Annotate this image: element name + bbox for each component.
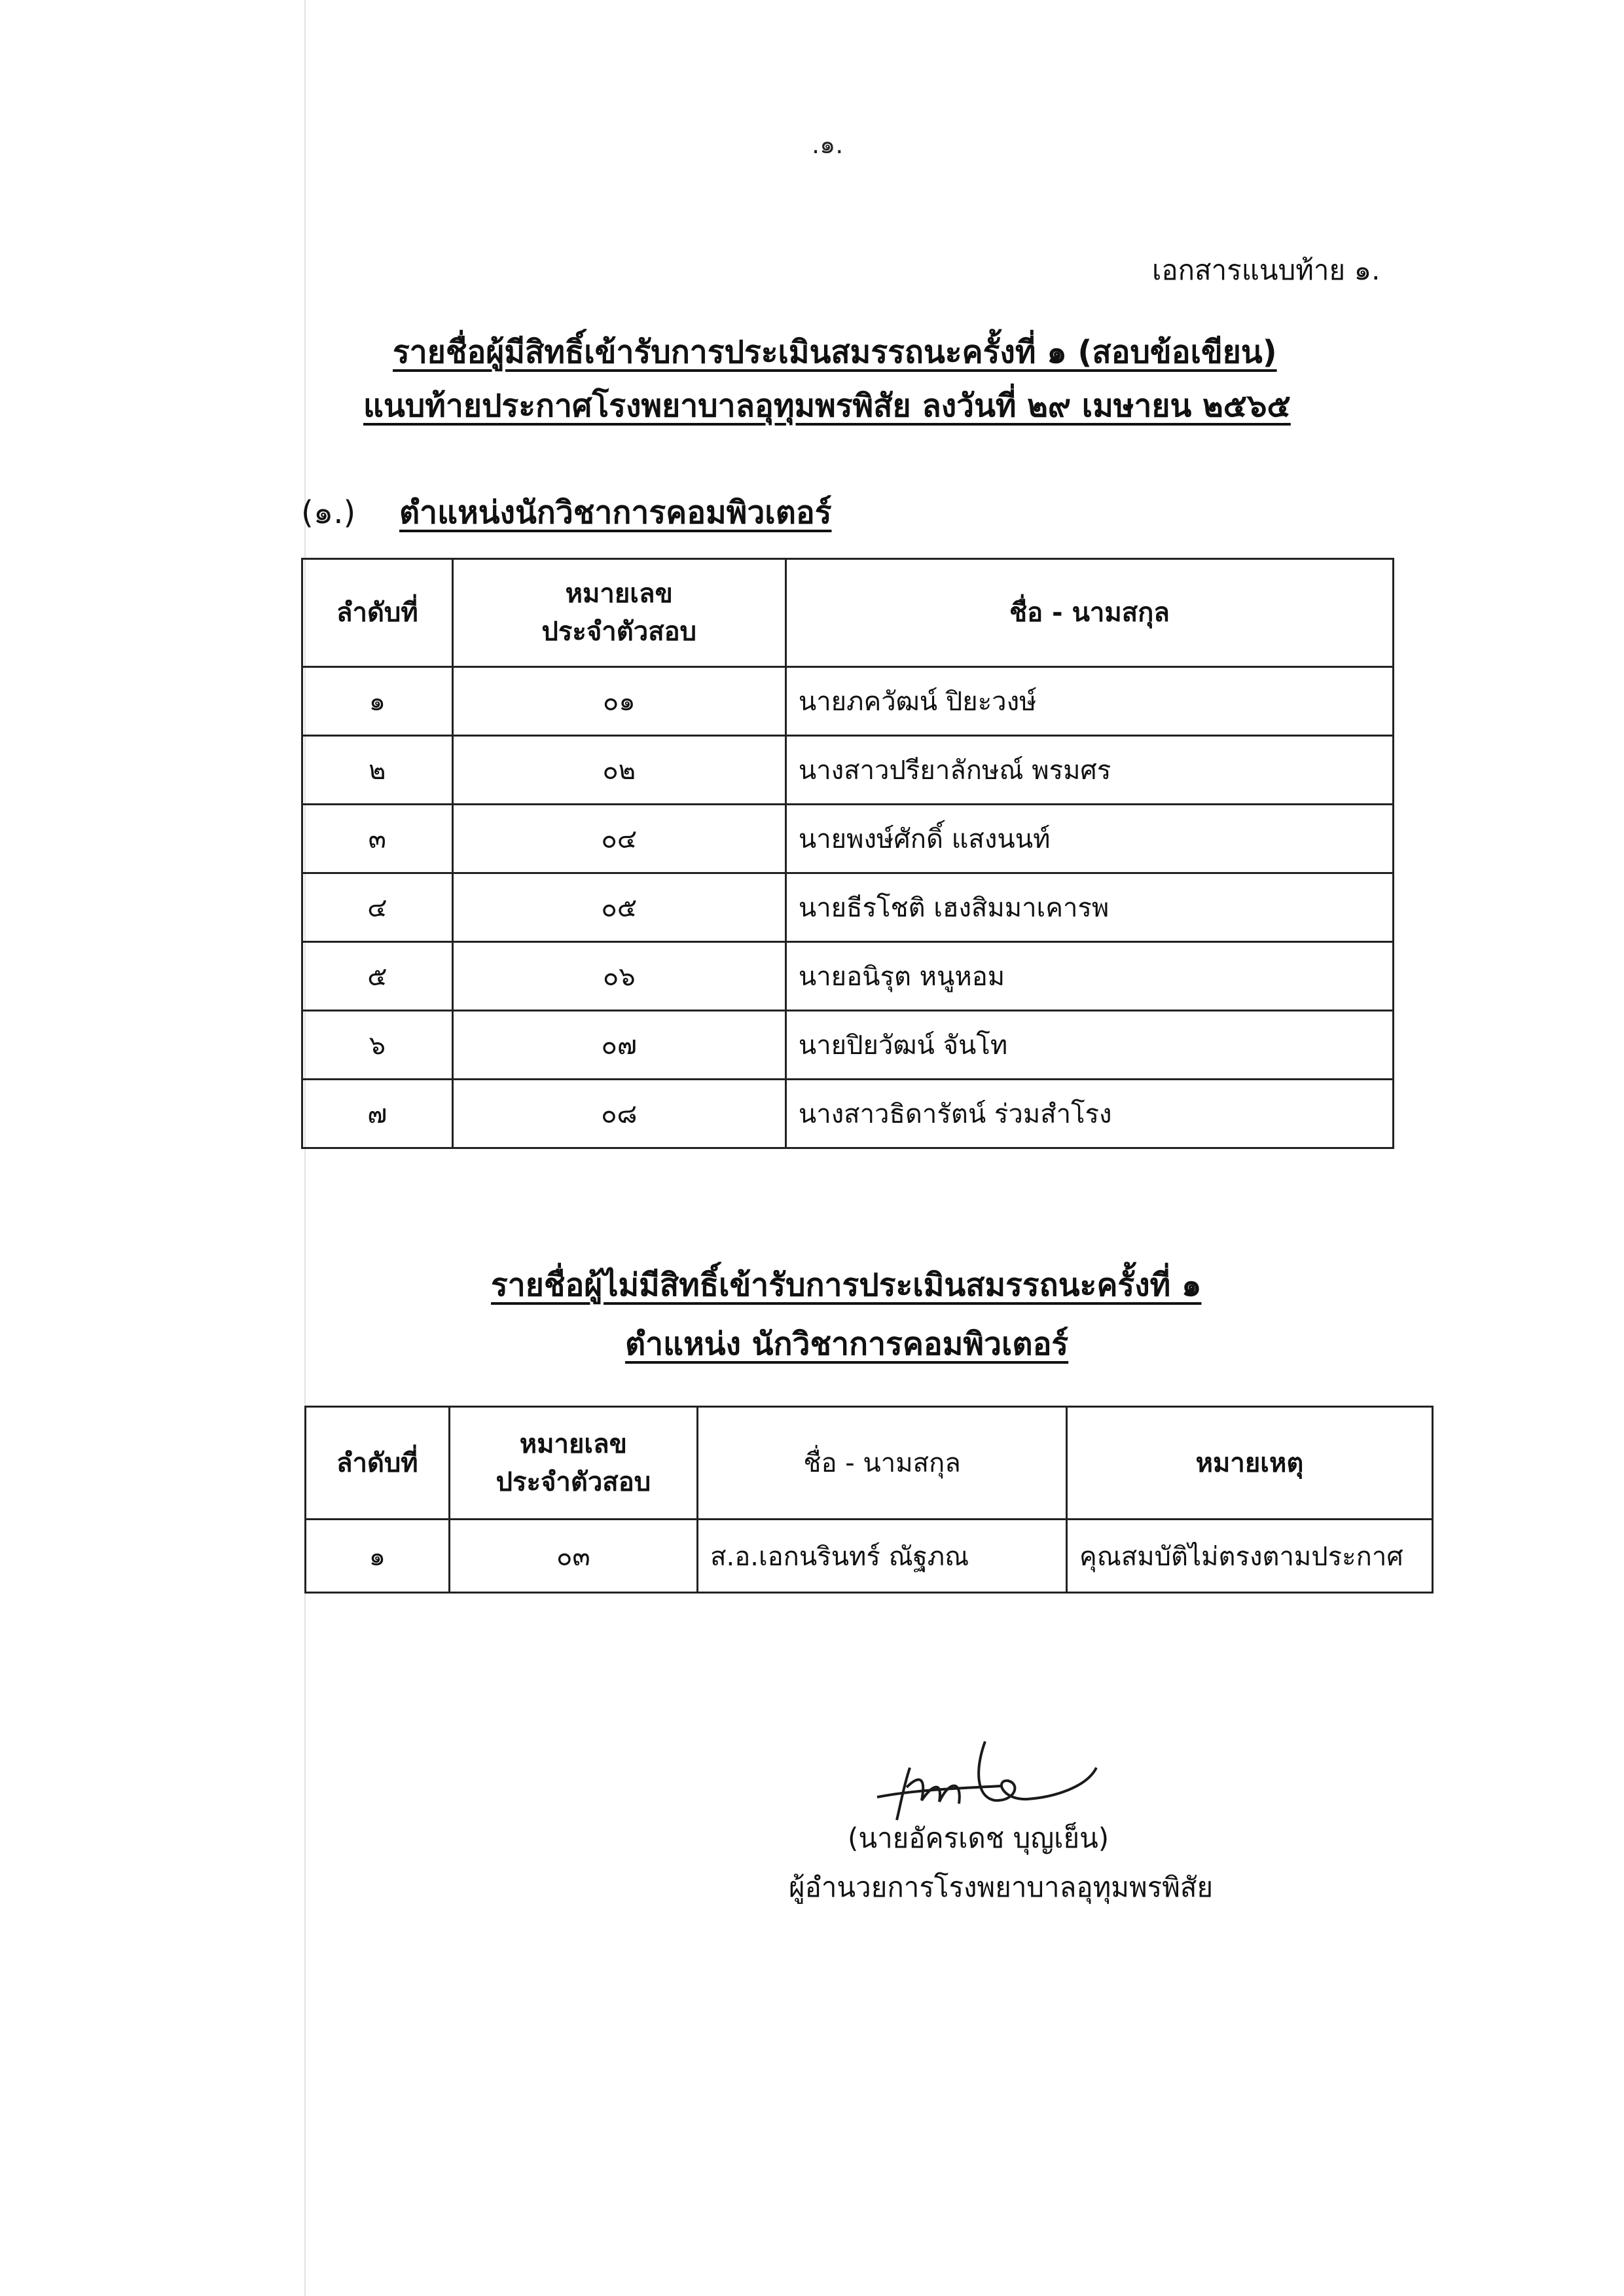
ineligible-title-line2: ตำแหน่ง นักวิชาการคอมพิวเตอร์ xyxy=(625,1326,1069,1362)
header-exam-id-line1: หมายเลข xyxy=(519,1429,627,1459)
header-order: ลำดับที่ xyxy=(302,559,453,667)
table-row xyxy=(302,1011,1394,1080)
row-order: ๖ xyxy=(302,1011,453,1080)
signature-image xyxy=(871,1728,1106,1827)
row-order: ๒ xyxy=(302,736,453,805)
row-exam-id: ๐๒ xyxy=(452,736,785,805)
row-name: ส.อ.เอกนรินทร์ ณัฐภณ xyxy=(698,1520,1067,1593)
eligible-table-header xyxy=(302,559,1394,667)
header-name: ชื่อ - นามสกุล xyxy=(785,559,1393,667)
row-remark: คุณสมบัติไม่ตรงตามประกาศ xyxy=(1066,1520,1432,1593)
row-order: ๔ xyxy=(302,873,453,942)
attachment-label: เอกสารแนบท้าย ๑. xyxy=(1152,254,1380,286)
row-exam-id: ๐๗ xyxy=(452,1011,785,1080)
row-order: ๑ xyxy=(306,1520,450,1593)
header-exam-id-line2: ประจำตัวสอบ xyxy=(496,1467,651,1497)
section-position: ตำแหน่งนักวิชาการคอมพิวเตอร์ xyxy=(399,494,832,531)
header-name: ชื่อ - นามสกุล xyxy=(698,1407,1067,1520)
signatory-name: (นายอัครเดช บุญเย็น) xyxy=(848,1822,1110,1854)
row-name: นางสาวธิดารัตน์ ร่วมสำโรง xyxy=(785,1080,1393,1148)
row-name: นายพงษ์ศักดิ์ แสงนนท์ xyxy=(785,805,1393,873)
section-heading xyxy=(301,488,831,538)
section-number: (๑.) xyxy=(301,494,356,531)
header-exam-id-line1: หมายเลข xyxy=(565,579,673,609)
row-order: ๓ xyxy=(302,805,453,873)
row-order: ๕ xyxy=(302,942,453,1011)
table-row xyxy=(302,805,1394,873)
table-row xyxy=(302,942,1394,1011)
eligible-table xyxy=(301,558,1394,1149)
table-row xyxy=(302,736,1394,805)
table-row xyxy=(306,1520,1433,1593)
header-exam-id xyxy=(452,559,785,667)
table-row xyxy=(302,667,1394,736)
header-exam-id xyxy=(449,1407,697,1520)
row-name: นายปิยวัฒน์ จันโท xyxy=(785,1011,1393,1080)
row-exam-id: ๐๕ xyxy=(452,873,785,942)
row-name: นางสาวปรียาลักษณ์ พรมศร xyxy=(785,736,1393,805)
row-order: ๗ xyxy=(302,1080,453,1148)
table-row xyxy=(302,1080,1394,1148)
eligible-title-line2: แนบท้ายประกาศโรงพยาบาลอุทุมพรพิสัย ลงวันที่ ๒๙ เมษายน ๒๕๖๕ xyxy=(363,388,1291,424)
row-exam-id: ๐๑ xyxy=(452,667,785,736)
row-exam-id: ๐๘ xyxy=(452,1080,785,1148)
signatory-title: ผู้อำนวยการโรงพยาบาลอุทุมพรพิสัย xyxy=(789,1871,1214,1903)
ineligible-title-line1: รายชื่อผู้ไม่มีสิทธิ์เข้ารับการประเมินสมรรถนะครั้งที่ ๑ xyxy=(491,1267,1202,1303)
row-order: ๑ xyxy=(302,667,453,736)
table-row xyxy=(302,873,1394,942)
header-order: ลำดับที่ xyxy=(306,1407,450,1520)
row-exam-id: ๐๖ xyxy=(452,942,785,1011)
eligible-title-line1: รายชื่อผู้มีสิทธิ์เข้ารับการประเมินสมรรถนะครั้งที่ ๑ (สอบข้อเขียน) xyxy=(393,334,1277,371)
row-name: นายอนิรุต หนูหอม xyxy=(785,942,1393,1011)
row-exam-id: ๐๓ xyxy=(449,1520,697,1593)
ineligible-table-header xyxy=(306,1407,1433,1520)
page-number: .๑. xyxy=(812,130,844,159)
row-exam-id: ๐๔ xyxy=(452,805,785,873)
header-remark: หมายเหตุ xyxy=(1066,1407,1432,1520)
row-name: นายธีรโชติ เฮงสิมมาเคารพ xyxy=(785,873,1393,942)
ineligible-table xyxy=(304,1406,1434,1594)
row-name: นายภควัฒน์ ปิยะวงษ์ xyxy=(785,667,1393,736)
header-exam-id-line2: ประจำตัวสอบ xyxy=(541,617,697,647)
